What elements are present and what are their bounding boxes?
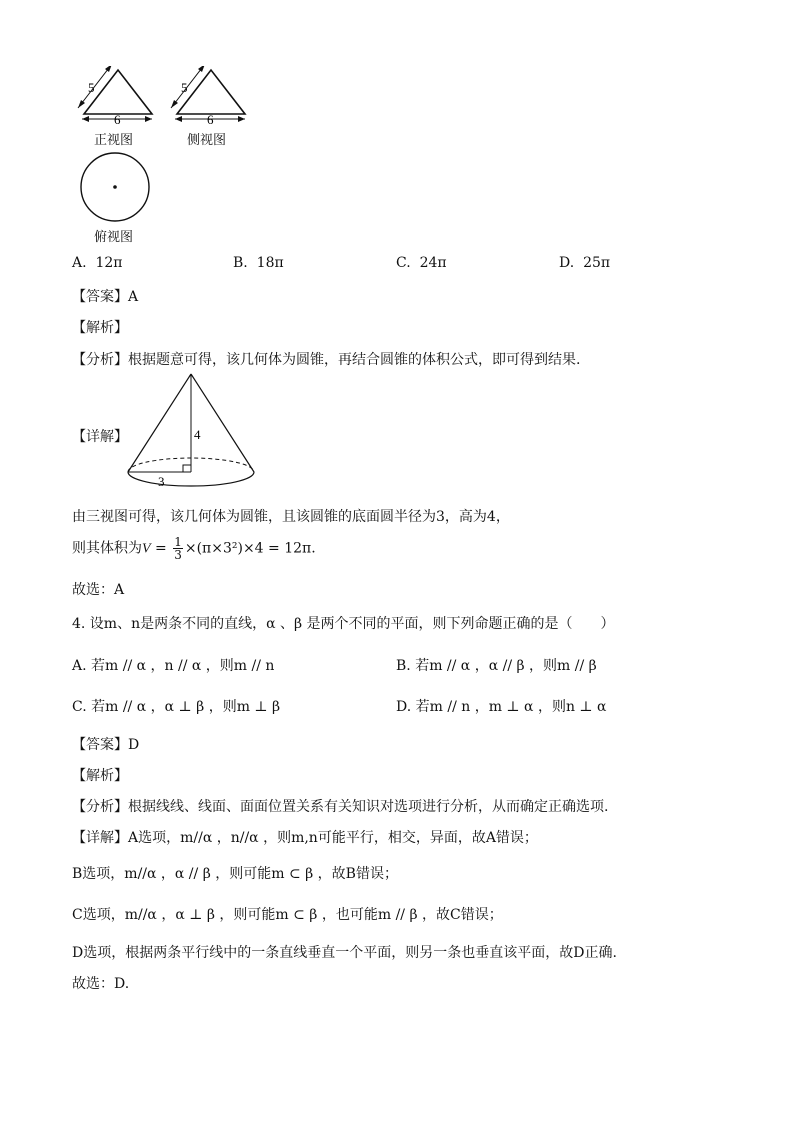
side-view-caption: 侧视图 [187,133,227,148]
q4-option-c: C. 若m // α ，α ⊥ β ，则m ⊥ β [72,699,281,715]
q3-fenxi: 【分析】根据题意可得，该几何体为圆锥，再结合圆锥的体积公式，即可得到结果. [72,352,581,368]
fraction-one-third: $\frac{1}{3}$ [174,535,182,562]
q4-option-d: D. 若m // n ，m ⊥ α ，则n ⊥ α [396,699,607,715]
q3-option-d: D. 25π [559,255,611,271]
top-view-caption: 俯视图 [94,230,134,245]
front-view-figure [74,66,156,126]
q3-line2: 则其体积为V = $\frac{1}{3}$ ×(π×3²)×4 = 12π. [72,535,316,562]
q3-option-a: A. 12π [72,255,123,271]
q4-stem: 4. 设m、n是两条不同的直线，α 、β 是两个不同的平面，则下列命题正确的是（ ） [72,616,615,632]
cone-height-label: 4 [194,427,201,442]
q4-option-a: A. 若m // α ，n // α ，则m // n [72,658,275,674]
q3-option-c: C. 24π [396,255,447,271]
q3-answer: 【答案】A [72,289,139,305]
q4-detail-d: D选项，根据两条平行线中的一条直线垂直一个平面，则另一条也垂直该平面，故D正确. [72,945,617,961]
front-base-label: 6 [114,112,121,126]
q4-detail-a: 【详解】A选项，m//α ，n//α ，则m,n可能平行，相交，异面，故A错误； [72,830,538,846]
q4-analysis-tag: 【解析】 [72,768,128,784]
q4-choose: 故选：D. [72,976,130,992]
q4-option-b: B. 若m // α ，α // β ，则m // β [396,658,597,674]
side-view-figure [167,66,249,126]
q4-fenxi: 【分析】根据线线、线面、面面位置关系有关知识对选项进行分析，从而确定正确选项. [72,799,609,815]
side-base-label: 6 [207,112,214,126]
cone-radius-label: 3 [158,474,165,489]
q4-detail-b: B选项，m//α ，α // β ，则可能m ⊂ β ，故B错误； [72,866,398,882]
side-side-label: 5 [181,80,188,95]
q3-choose: 故选：A [72,582,125,598]
q3-detail-tag: 【详解】 [72,429,128,445]
top-view-figure [78,152,152,224]
q3-analysis-tag: 【解析】 [72,320,128,336]
q3-line1: 由三视图可得，该几何体为圆锥，且该圆锥的底面圆半径为3，高为4， [72,509,510,525]
q4-answer: 【答案】D [72,737,140,753]
front-view-caption: 正视图 [94,133,134,148]
cone-figure [124,372,258,490]
q3-option-b: B. 18π [233,255,284,271]
q4-detail-c: C选项，m//α ，α ⊥ β ，则可能m ⊂ β ，也可能m // β ，故C错误； [72,907,503,923]
front-side-label: 5 [88,80,95,95]
